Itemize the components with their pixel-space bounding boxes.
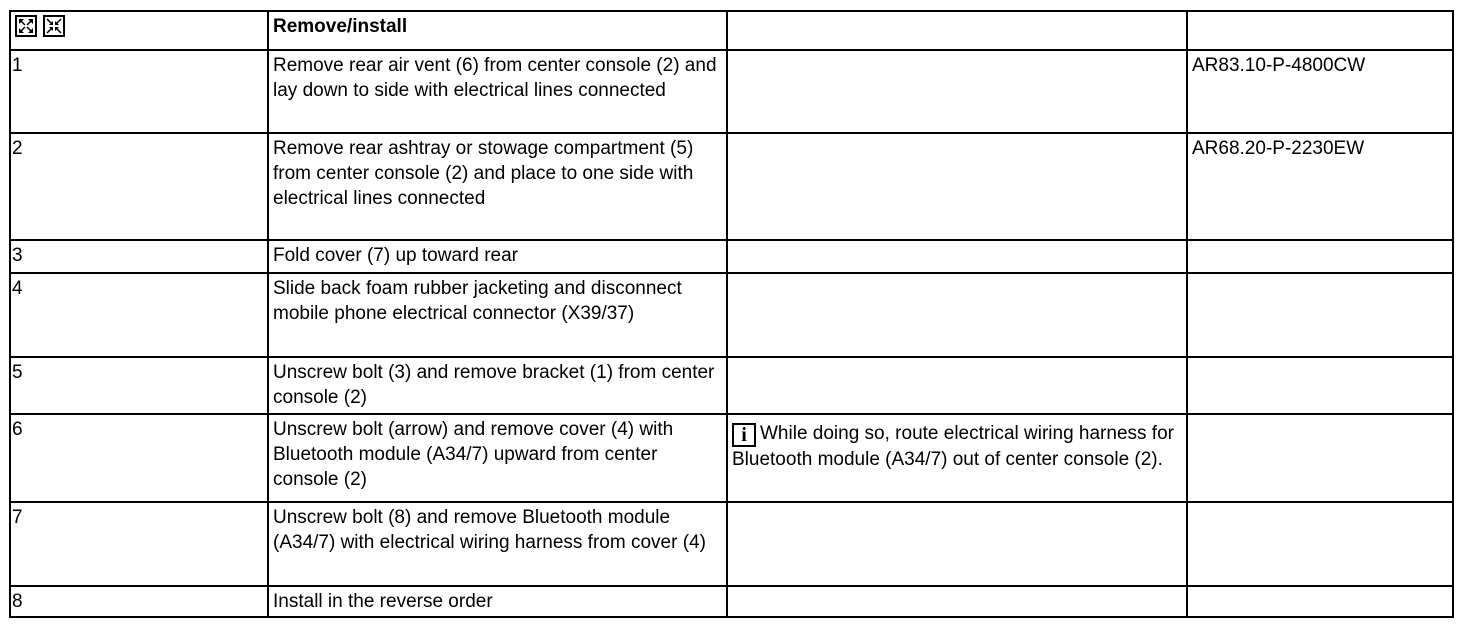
step-number: 5 [10, 357, 268, 414]
step-note [727, 586, 1187, 617]
step-reference [1187, 586, 1453, 617]
step-text: Remove rear ashtray or stowage compartment (5) from center console (2) and place to one side with electrical lines connected [268, 133, 727, 240]
info-icon: i [732, 423, 756, 447]
step-number: 1 [10, 50, 268, 133]
step-number: 6 [10, 414, 268, 502]
step-text: Fold cover (7) up toward rear [268, 240, 727, 273]
header-row [10, 11, 1453, 50]
step-text: Remove rear air vent (6) from center console (2) and lay down to side with electrical lines connected [268, 50, 727, 133]
step-number: 2 [10, 133, 268, 240]
step-reference [1187, 414, 1453, 502]
header-empty-cell [727, 11, 1187, 50]
step-text: Unscrew bolt (8) and remove Bluetooth module (A34/7) with electrical wiring harness from cover (4) [268, 502, 727, 586]
step-text: Slide back foam rubber jacketing and disconnect mobile phone electrical connector (X39/37) [268, 273, 727, 357]
step-number: 8 [10, 586, 268, 617]
step-number: 3 [10, 240, 268, 273]
step-reference [1187, 502, 1453, 586]
step-row [10, 357, 1453, 414]
step-note [727, 273, 1187, 357]
step-note [727, 357, 1187, 414]
step-row [10, 50, 1453, 133]
header-title: Remove/install [268, 11, 727, 50]
collapse-all-icon[interactable] [43, 15, 65, 37]
step-text: Unscrew bolt (arrow) and remove cover (4) with Bluetooth module (A34/7) upward from center console (2) [268, 414, 727, 502]
step-text: Install in the reverse order [268, 586, 727, 617]
expand-all-icon[interactable] [15, 15, 37, 37]
step-text: Unscrew bolt (3) and remove bracket (1) from center console (2) [268, 357, 727, 414]
step-number: 4 [10, 273, 268, 357]
step-note [727, 414, 1187, 502]
header-icons-cell [10, 11, 268, 50]
step-row [10, 502, 1453, 586]
header-empty-cell [1187, 11, 1453, 50]
step-note-text: While doing so, route electrical wiring harness for Bluetooth module (A34/7) out of center console (2). [732, 423, 1174, 470]
step-row [10, 414, 1453, 502]
step-row [10, 133, 1453, 240]
step-reference[interactable]: AR83.10-P-4800CW [1187, 50, 1453, 133]
step-row [10, 586, 1453, 617]
step-reference [1187, 273, 1453, 357]
step-row [10, 240, 1453, 273]
step-number: 7 [10, 502, 268, 586]
step-note [727, 133, 1187, 240]
step-reference[interactable]: AR68.20-P-2230EW [1187, 133, 1453, 240]
step-note [727, 502, 1187, 586]
step-note [727, 240, 1187, 273]
step-reference [1187, 357, 1453, 414]
step-note [727, 50, 1187, 133]
step-reference [1187, 240, 1453, 273]
procedure-table [9, 10, 1454, 618]
step-row [10, 273, 1453, 357]
